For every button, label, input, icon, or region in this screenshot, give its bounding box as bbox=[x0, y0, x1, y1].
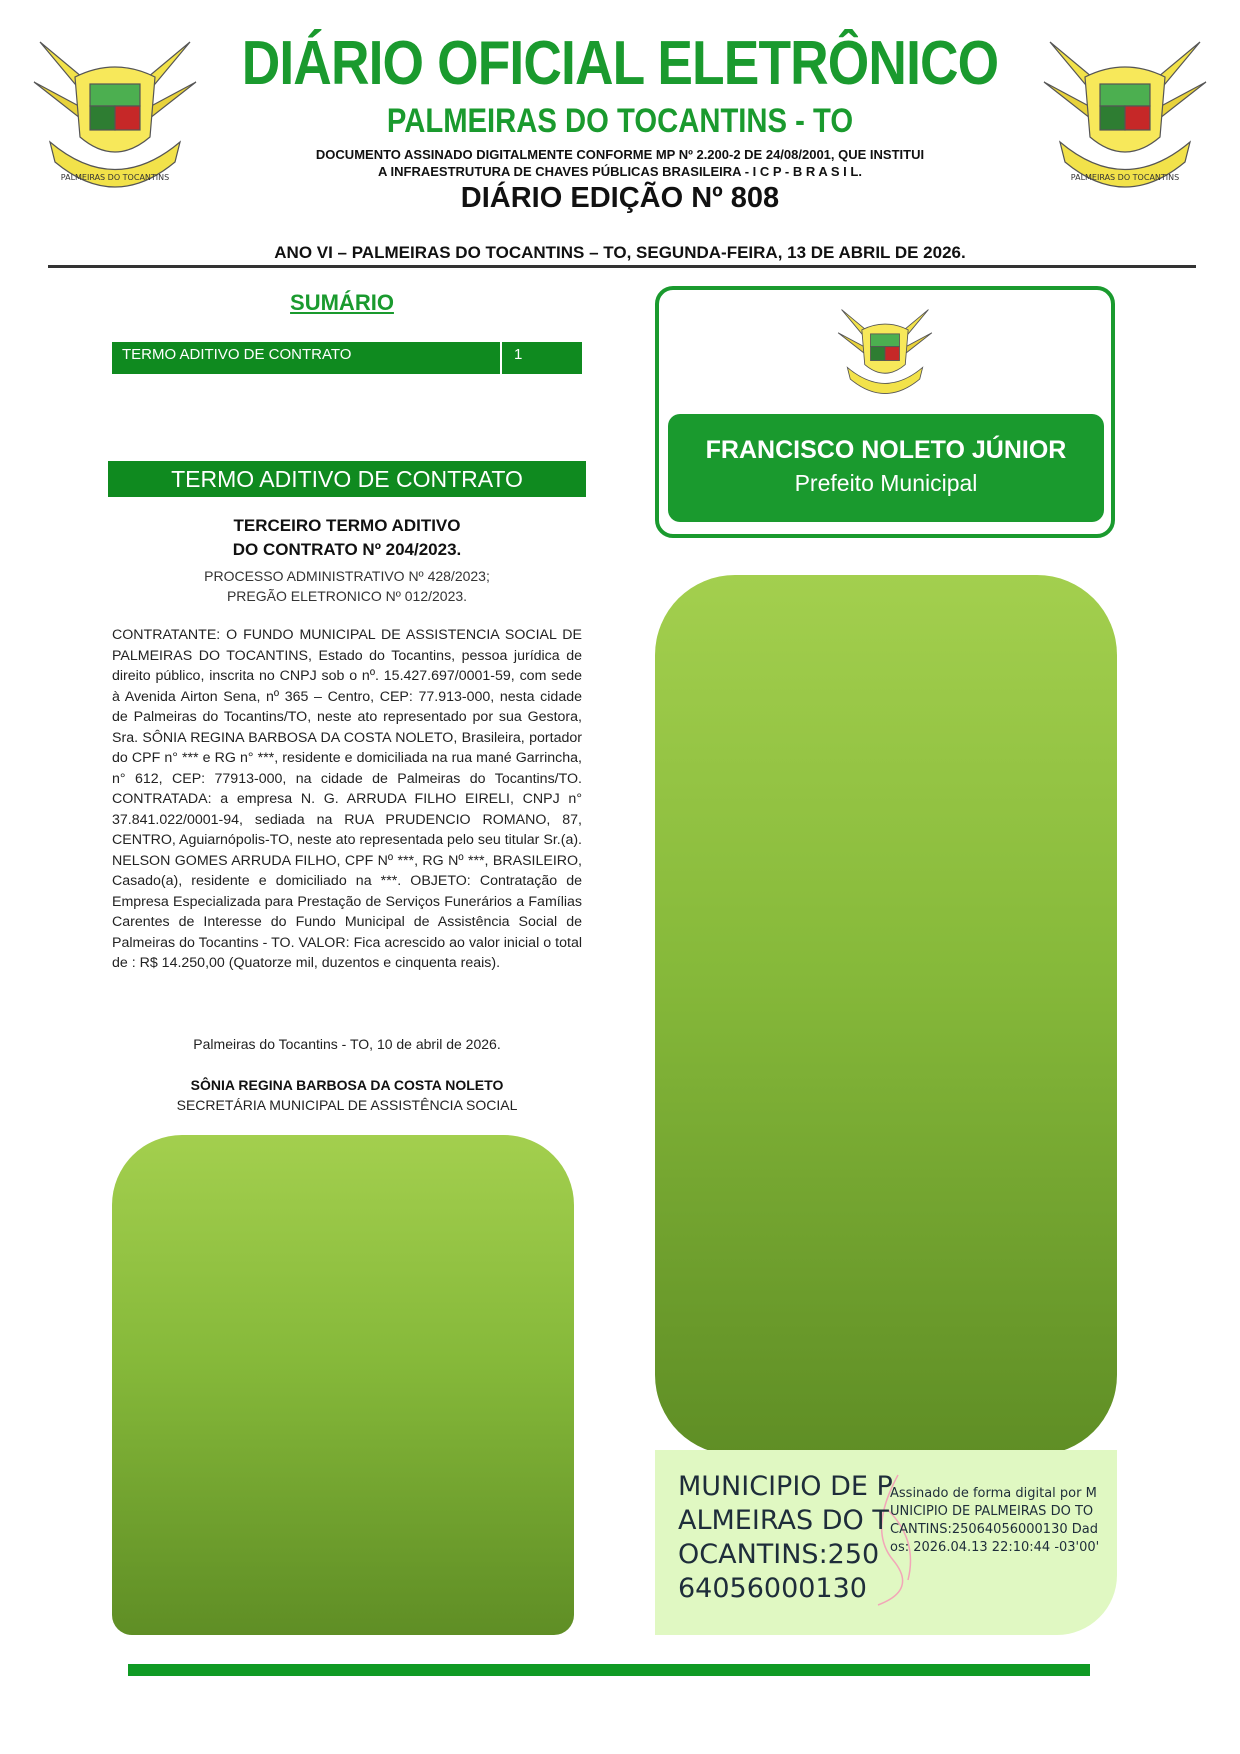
mayor-name: FRANCISCO NOLETO JÚNIOR bbox=[705, 436, 1067, 464]
heading-line-1: TERCEIRO TERMO ADITIVO bbox=[233, 516, 461, 535]
note-line-1: DOCUMENTO ASSINADO DIGITALMENTE CONFORME MP Nº 2.200-2 DE 24/08/2001, QUE INSTITUI bbox=[315, 147, 925, 162]
gazette-subtitle: PALMEIRAS DO TOCANTINS - TO bbox=[386, 102, 854, 140]
note-line-2: A INFRAESTRUTURA DE CHAVES PÚBLICAS BRASILEIRA - I C P - B R A S I L. bbox=[378, 164, 862, 179]
process-line-1: PROCESSO ADMINISTRATIVO Nº 428/2023; bbox=[204, 568, 490, 584]
gazette-title: DIÁRIO OFICIAL ELETRÔNICO bbox=[241, 29, 999, 98]
signature-details: Assinado de forma digital por MUNICIPIO DE PALMEIRAS DO TOCANTINS:25064056000130 Dados: 2026.04.13 22:10:44 -03'00' bbox=[890, 1486, 1100, 1555]
summary-title: SUMÁRIO bbox=[290, 290, 394, 315]
decorative-panel-right bbox=[655, 575, 1117, 1455]
coat-of-arms-icon bbox=[830, 298, 940, 408]
process-line-2: PREGÃO ELETRONICO Nº 012/2023. bbox=[226, 588, 468, 604]
svg-text:PALMEIRAS DO TOCANTINS: PALMEIRAS DO TOCANTINS bbox=[60, 173, 170, 182]
dateline: ANO VI – PALMEIRAS DO TOCANTINS – TO, SEGUNDA-FEIRA, 13 DE ABRIL DE 2026. bbox=[274, 243, 966, 262]
place-date: Palmeiras do Tocantins - TO, 10 de abril de 2026. bbox=[193, 1036, 501, 1052]
summary-item: TERMO ADITIVO DE CONTRATO bbox=[112, 342, 502, 374]
heading-line-2: DO CONTRATO Nº 204/2023. bbox=[232, 540, 462, 559]
signer-role: SECRETÁRIA MUNICIPAL DE ASSISTÊNCIA SOCIAL bbox=[176, 1097, 518, 1113]
decorative-panel-left bbox=[112, 1135, 574, 1635]
header-divider bbox=[48, 265, 1196, 268]
footer-divider bbox=[128, 1664, 1090, 1676]
mayor-nameplate bbox=[668, 414, 1104, 522]
coat-of-arms-icon bbox=[1040, 22, 1210, 212]
edition-number: DIÁRIO EDIÇÃO Nº 808 bbox=[460, 182, 780, 214]
signature-holder: MUNICIPIO DE PALMEIRAS DO TOCANTINS:25064056000130 bbox=[678, 1471, 893, 1604]
document-body: CONTRATANTE: O FUNDO MUNICIPAL DE ASSISTENCIA SOCIAL DE PALMEIRAS DO TOCANTINS, Estado do Tocantins, pessoa jurídica de direito público, inscrita no CNPJ sob o nº. 15.427.697/0001-59, com sede à Avenida Airton Sena, nº 365 – Centro, CEP: 77.913-000, nesta cidade de Palmeiras do Tocantins/TO, neste ato representado por sua Gestora, Sra. SÔNIA REGINA BARBOSA DA COSTA NOLETO, Brasileira, portador do CPF n° *** e RG n° ***, residente e domiciliada na rua mané Garrincha, n° 612, CEP: 77913-000, na cidade de Palmeiras do Tocantins/TO. CONTRATADA: a empresa N. G. ARRUDA FILHO EIRELI, CNPJ n° 37.841.022/0001-94, sediada na RUA PRUDENCIO ROMANO, 87, CENTRO, Aguiarnópolis-TO, neste ato representada pelo seu titular Sr.(a). NELSON GOMES ARRUDA FILHO, CPF Nº ***, RG Nº ***, BRASILEIRO, Casado(a), residente e domiciliado na ***. OBJETO: Contratação de Empresa Especializada para Prestação de Serviços Funerários a Famílias Carentes de Interesse do Fundo Municipal de Assistência Social de Palmeiras do Tocantins - TO. VALOR: Fica acrescido ao valor inicial o total de : R$ 14.250,00 (Quatorze mil, duzentos e cinquenta reais). bbox=[112, 627, 582, 971]
coat-of-arms-icon bbox=[30, 22, 200, 212]
digital-signature-note bbox=[200, 146, 1040, 180]
svg-text:PALMEIRAS DO TOCANTINS: PALMEIRAS DO TOCANTINS bbox=[1070, 173, 1180, 182]
section-header: TERMO ADITIVO DE CONTRATO bbox=[108, 461, 586, 497]
summary-page: 1 bbox=[514, 346, 523, 363]
summary-row[interactable] bbox=[112, 342, 582, 374]
signer-name: SÔNIA REGINA BARBOSA DA COSTA NOLETO bbox=[190, 1077, 504, 1093]
process-info bbox=[112, 566, 582, 606]
document-heading bbox=[112, 514, 582, 562]
mayor-role: Prefeito Municipal bbox=[794, 470, 978, 496]
